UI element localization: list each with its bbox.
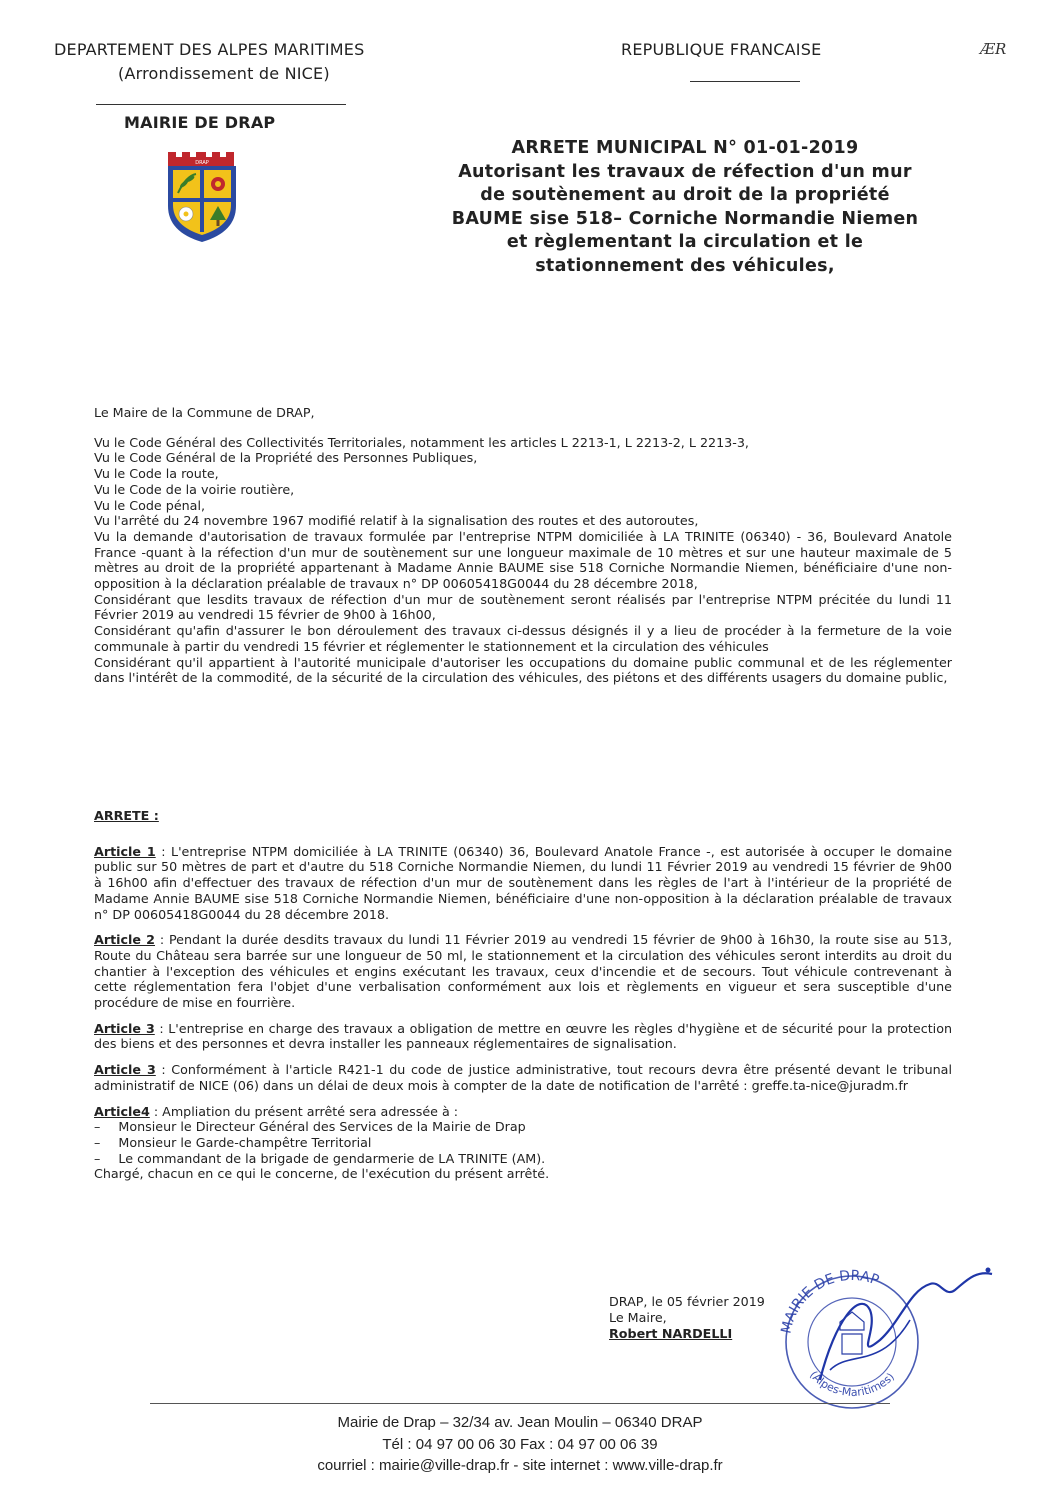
vu-line: Vu la demande d'autorisation de travaux formulée par l'entreprise NTPM domiciliée à LA TRINITE (06340) - 36, Boulevard Anatole France -quant à la réfection d'un mur de soutènement sur une longueur maximale de 10 mètres et sur une hauteur maximale de 5 mètres au droit de la propriété appartenant à Madame Annie BAUME sise 518 Corniche Normandie Niemen, bénéficiaire d'une non-opposition à la déclaration préalable de travaux n° DP 00605418G0044 du 28 décembre 2018,: [94, 528, 952, 592]
article-label: Article 3: [94, 1020, 155, 1036]
department-name: DEPARTEMENT DES ALPES MARITIMES: [54, 40, 365, 59]
article-text: : Ampliation du présent arrêté sera adressée à :: [149, 1103, 459, 1119]
article-text: : L'entreprise en charge des travaux a obligation de mettre en œuvre les règles d'hygiène et de sécurité pour la protection des biens et des personnes et devra installer les panneaux réglementaires de signalisation.: [94, 1020, 952, 1052]
vu-line: Vu le Code Général des Collectivités Territoriales, notamment les articles L 2213-1, L 2213-2, L 2213-3,: [94, 434, 749, 450]
svg-text:(Alpes-Maritimes): (Alpes-Maritimes): [807, 1368, 897, 1400]
arrete-section: [94, 808, 952, 1182]
article-label: Article 1: [94, 843, 156, 859]
considerant-line: Considérant qu'afin d'assurer le bon déroulement des travaux ci-dessus désignés il y a lieu de procéder à la fermeture de la voie communale à partir du vendredi 15 février et réglementer le stationnement et la circulation des véhicules: [94, 623, 952, 654]
article-text: : Conformément à l'article R421-1 du code de justice administrative, tout recours devra être présenté devant le tribunal administratif de NICE (06) dans un délai de deux mois à compter de la date de notification de l'arrêté : greffe.ta-nice@juradm.fr: [94, 1062, 952, 1093]
article-1: [94, 844, 952, 923]
considerant-line: Considérant qu'il appartient à l'autorité municipale d'autoriser les occupations du domaine public communal et de les réglementer dans l'intérêt de la commodité, de la sécurité de la circulation des véhicules, des piétons et des différents usagers du domaine public,: [94, 654, 952, 686]
footer-phones: Tél : 04 97 00 06 30 Fax : 04 97 00 06 39: [382, 1435, 658, 1453]
article-text: : L'entreprise NTPM domiciliée à LA TRINITE (06340) 36, Boulevard Anatole France -, est autorisée à occuper le domaine public sur 50 mètres de part et d'autre du 518 Corniche Normandie Niemen, du lundi 11 Février 2019 au vendredi 15 février de 9h00 à 16h00 afin d'effectuer des travaux de réfection d'un mur de soutènement dans les règles de l'art à l'intérieur de la propriété de Madame Annie BAUME sise 518 Corniche Normandie Niemen, bénéficiaire d'une non-opposition à la déclaration préalable de travaux n° DP 00605418G0044 du 28 décembre 2018.: [94, 843, 953, 922]
vu-line: Vu le Code de la voirie routière,: [94, 481, 295, 497]
article-3b: [94, 1062, 952, 1093]
recipient-item: – Monsieur le Garde-champêtre Territorial: [94, 1135, 952, 1151]
recipient-item: – Le commandant de la brigade de gendarmerie de LA TRINITE (AM).: [94, 1151, 952, 1167]
header-rule-left: [96, 104, 346, 105]
vu-line: Vu le Code la route,: [94, 466, 219, 482]
signature-name: Robert NARDELLI: [609, 1326, 733, 1341]
arrondissement: (Arrondissement de NICE): [118, 64, 330, 83]
corner-initials: ÆR: [980, 40, 1007, 58]
mairie-name: MAIRIE DE DRAP: [124, 113, 276, 132]
vu-line: Vu l'arrêté du 24 novembre 1967 modifié relatif à la signalisation des routes et des autoroutes,: [94, 513, 699, 529]
arrete-label: ARRETE :: [94, 808, 159, 823]
preamble: [94, 405, 952, 686]
closing-line: Chargé, chacun en ce qui le concerne, de l'exécution du présent arrêté.: [94, 1166, 550, 1182]
title-line: BAUME sise 518– Corniche Normandie Niemen: [451, 208, 919, 229]
header-rule-right: [690, 81, 800, 82]
vu-line: Vu le Code pénal,: [94, 497, 206, 513]
article-label: Article4: [94, 1103, 150, 1119]
mairie-stamp-icon: [760, 1250, 1000, 1410]
decree-title: [440, 137, 930, 278]
svg-text:MAIRIE DE DRAP: MAIRIE DE DRAP: [778, 1267, 882, 1336]
signature-role: Le Maire,: [609, 1310, 667, 1325]
title-line: stationnement des véhicules,: [535, 255, 835, 276]
preamble-intro: Le Maire de la Commune de DRAP,: [94, 405, 315, 420]
signature-block: [609, 1294, 765, 1342]
title-line: de soutènement au droit de la propriété: [480, 185, 890, 205]
article-text: : Pendant la durée desdits travaux du lundi 11 Février 2019 au vendredi 15 février de 9h00 à 16h30, la route sise au 513, Route du Château sera barrée sur une longueur de 50 ml, le stationnement et la circulation des véhicules seront interdits au droit du chantier à l'exception des véhicules et engins exécutant les travaux, ceux d'incendie et de secours. Tout véhicule contrevenant à cette réglementation fera l'objet d'une verbalisation conformément aux lois et règlements en vigueur et sera susceptible d'une procédure de mise en fourrière.: [94, 932, 952, 1011]
article-label: Article 3: [94, 1062, 156, 1078]
vu-line: Vu le Code Général de la Propriété des Personnes Publiques,: [94, 450, 478, 466]
footer-contact: courriel : mairie@ville-drap.fr - site internet : www.ville-drap.fr: [317, 1457, 723, 1474]
article-3: [94, 1021, 952, 1052]
article-4: [94, 1104, 952, 1120]
recipient-list: [94, 1119, 952, 1166]
footer-address: Mairie de Drap – 32/34 av. Jean Moulin – 06340 DRAP: [337, 1414, 703, 1431]
recipient-item: – Monsieur le Directeur Général des Services de la Mairie de Drap: [94, 1119, 952, 1135]
article-2: [94, 932, 952, 1011]
article-label: Article 2: [94, 932, 156, 948]
considerant-line: Considérant que lesdits travaux de réfection d'un mur de soutènement seront réalisés par l'entreprise NTPM précitée du lundi 11 Février 2019 au vendredi 15 février de 9h00 à 16h00,: [94, 591, 952, 623]
title-line: Autorisant les travaux de réfection d'un mur: [458, 161, 912, 182]
footer-rule: [150, 1403, 890, 1404]
title-line: ARRETE MUNICIPAL N° 01-01-2019: [511, 138, 859, 158]
svg-text:DRAP: DRAP: [195, 160, 209, 166]
republique-francaise: REPUBLIQUE FRANCAISE: [621, 40, 822, 59]
title-line: et règlementant la circulation et le: [506, 232, 864, 252]
footer: [150, 1412, 890, 1477]
drap-crest-icon: [164, 148, 240, 244]
signature-date: DRAP, le 05 février 2019: [609, 1294, 765, 1309]
